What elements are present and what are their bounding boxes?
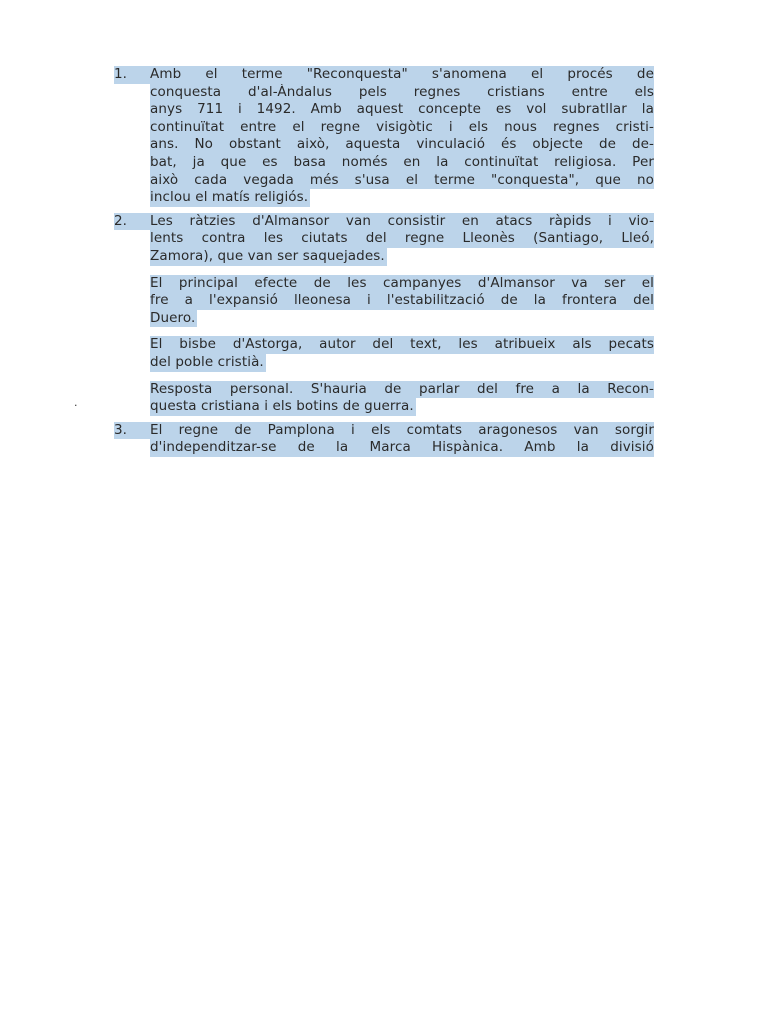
text-line: El bisbe d'Astorga, autor del text, les atribueix als pecats [150, 336, 654, 353]
answer-paragraph [150, 66, 654, 211]
text-line: continuïtat entre el regne visigòtic i els nous regnes cristi- [150, 118, 654, 135]
text-line: anys 711 i 1492. Amb aquest concepte es vol subratllar la [150, 101, 654, 118]
answer-paragraph [150, 336, 654, 375]
text-line: Zamora), que van ser saquejades. [150, 247, 385, 264]
text-line: fre a l'expansió lleonesa i l'estabilització de la frontera del [150, 292, 654, 309]
answer-item-2 [114, 213, 654, 420]
answer-body [150, 66, 654, 211]
item-number: 3. [114, 422, 150, 440]
answer-item-1 [114, 66, 654, 211]
text-line: El regne de Pamplona i els comtats aragonesos van sorgir [150, 421, 654, 438]
text-line: d'independitzar-se de la Marca Hispànica. Amb la divisió [150, 439, 654, 456]
answer-list [114, 66, 654, 457]
answer-paragraph [150, 381, 654, 420]
answer-paragraph [150, 275, 654, 332]
item-number: 1. [114, 66, 150, 84]
text-line: del poble cristià. [150, 353, 264, 370]
answer-item-3 [114, 422, 654, 457]
text-line: conquesta d'al-Àndalus pels regnes cristians entre els [150, 83, 654, 100]
answer-paragraph [150, 422, 654, 457]
answer-paragraph [150, 213, 654, 270]
text-line: Les ràtzies d'Almansor van consistir en atacs ràpids i vio- [150, 212, 654, 229]
text-line: Amb el terme "Reconquesta" s'anomena el procés de [150, 66, 654, 82]
text-line: això cada vegada més s'usa el terme "conquesta", que no [150, 171, 654, 188]
text-line: Duero. [150, 309, 196, 326]
text-line: inclou el matís religiós. [150, 189, 309, 206]
text-line: questa cristiana i els botins de guerra. [150, 398, 414, 415]
text-line: Resposta personal. S'hauria de parlar del fre a la Recon- [150, 380, 654, 397]
text-line: El principal efecte de les campanyes d'Almansor va ser el [150, 274, 654, 291]
text-line: bat, ja que es basa només en la continuïtat religiosa. Per [150, 153, 654, 170]
answer-body [150, 213, 654, 420]
text-line: ans. No obstant això, aquesta vinculació és objecte de de- [150, 136, 654, 153]
item-number: 2. [114, 213, 150, 231]
text-line: lents contra les ciutats del regne Lleonès (Santiago, Lleó, [150, 230, 654, 247]
answer-body [150, 422, 654, 457]
stray-mark: . [74, 396, 78, 409]
